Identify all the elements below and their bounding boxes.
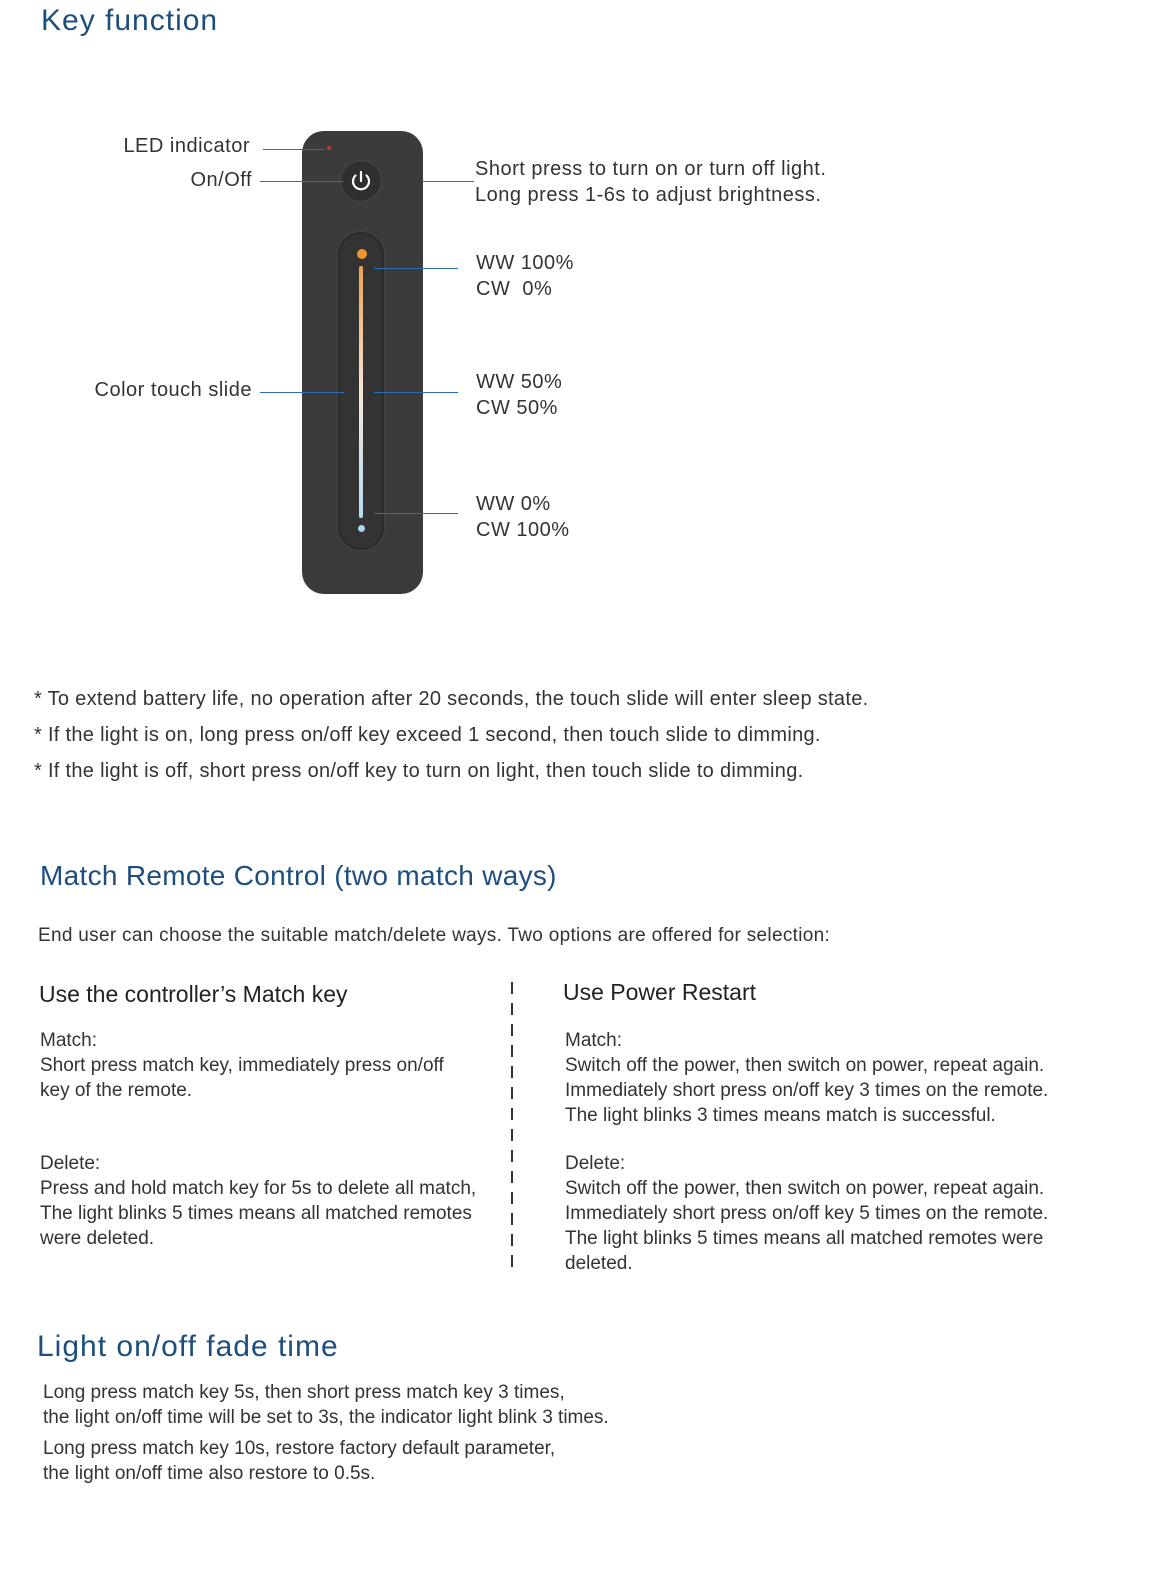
left-match-block — [40, 1028, 444, 1103]
slide-point-ww-text: WW 0% — [476, 493, 551, 515]
body-line: Long press match key 10s, restore factory default parameter, — [43, 1438, 556, 1459]
delete-label: Delete: — [40, 1153, 101, 1174]
on-off-button[interactable] — [340, 160, 382, 202]
body-line: Switch off the power, then switch on power, repeat again. — [565, 1055, 1045, 1076]
power-description — [475, 156, 826, 208]
ww50-line — [374, 392, 458, 393]
body-line: Short press match key, immediately press on/off — [40, 1055, 444, 1076]
power-desc-line-2: Long press 1-6s to adjust brightness. — [475, 184, 822, 206]
ww100-line — [374, 268, 458, 269]
on-off-label: On/Off — [190, 169, 252, 191]
body-line: The light blinks 5 times means all matched remotes were — [565, 1228, 1044, 1249]
body-line: the light on/off time will be set to 3s, the indicator light blink 3 times. — [43, 1407, 609, 1428]
slide-point-cw-text: CW 50% — [476, 397, 558, 419]
slide-point-ww50 — [476, 369, 562, 421]
note-light-on: * If the light is on, long press on/off key exceed 1 second, then touch slide to dimming. — [34, 724, 821, 746]
body-line: Press and hold match key for 5s to delete all match, — [40, 1178, 477, 1199]
fade-time-title: Light on/off fade time — [37, 1330, 339, 1363]
body-line: Long press match key 5s, then short press match key 3 times, — [43, 1382, 565, 1403]
color-touch-slide-label: Color touch slide — [94, 379, 252, 401]
delete-label: Delete: — [565, 1153, 626, 1174]
slide-point-ww-text: WW 50% — [476, 371, 563, 393]
slide-point-ww-text: WW 100% — [476, 252, 574, 274]
match-intro: End user can choose the suitable match/delete ways. Two options are offered for selection: — [38, 925, 831, 946]
column-divider — [511, 982, 513, 1274]
right-delete-block — [565, 1151, 1048, 1276]
left-delete-block — [40, 1151, 476, 1251]
color-touch-slide-line — [260, 392, 344, 393]
body-line: were deleted. — [40, 1228, 155, 1249]
warm-white-dot — [357, 249, 367, 259]
led-indicator-label: LED indicator — [123, 135, 250, 157]
match-label: Match: — [40, 1030, 98, 1051]
slide-point-ww0 — [476, 491, 570, 543]
body-line: Immediately short press on/off key 5 times on the remote. — [565, 1203, 1049, 1224]
color-gradient-bar — [359, 266, 363, 518]
match-label: Match: — [565, 1030, 623, 1051]
power-desc-line-1: Short press to turn on or turn off light. — [475, 158, 827, 180]
left-option-heading: Use the controller’s Match key — [39, 981, 348, 1007]
body-line: key of the remote. — [40, 1080, 193, 1101]
body-line: Immediately short press on/off key 3 times on the remote. — [565, 1080, 1049, 1101]
match-title: Match Remote Control (two match ways) — [40, 860, 557, 891]
body-line: the light on/off time also restore to 0.5s. — [43, 1463, 376, 1484]
cool-white-dot — [358, 525, 365, 532]
key-function-title: Key function — [41, 4, 219, 37]
power-icon — [340, 160, 382, 202]
slide-point-cw-text: CW 100% — [476, 519, 570, 541]
body-line: The light blinks 3 times means match is successful. — [565, 1105, 996, 1126]
slide-point-cw-text: CW 0% — [476, 278, 553, 300]
power-desc-line — [422, 181, 474, 182]
ww0-line — [374, 513, 458, 514]
note-light-off: * If the light is off, short press on/off key to turn on light, then touch slide to dimming. — [34, 760, 804, 782]
body-line: deleted. — [565, 1253, 633, 1274]
fade-paragraph-2 — [43, 1436, 555, 1486]
slide-point-ww100 — [476, 250, 574, 302]
led-indicator-light — [327, 146, 331, 150]
fade-paragraph-1 — [43, 1380, 609, 1430]
body-line: The light blinks 5 times means all matched remotes — [40, 1203, 472, 1224]
right-option-heading: Use Power Restart — [563, 979, 757, 1005]
note-battery: * To extend battery life, no operation after 20 seconds, the touch slide will enter sleep state. — [34, 688, 869, 710]
led-indicator-line — [263, 149, 325, 150]
body-line: Switch off the power, then switch on power, repeat again. — [565, 1178, 1045, 1199]
right-match-block — [565, 1028, 1048, 1128]
on-off-line — [260, 181, 344, 182]
